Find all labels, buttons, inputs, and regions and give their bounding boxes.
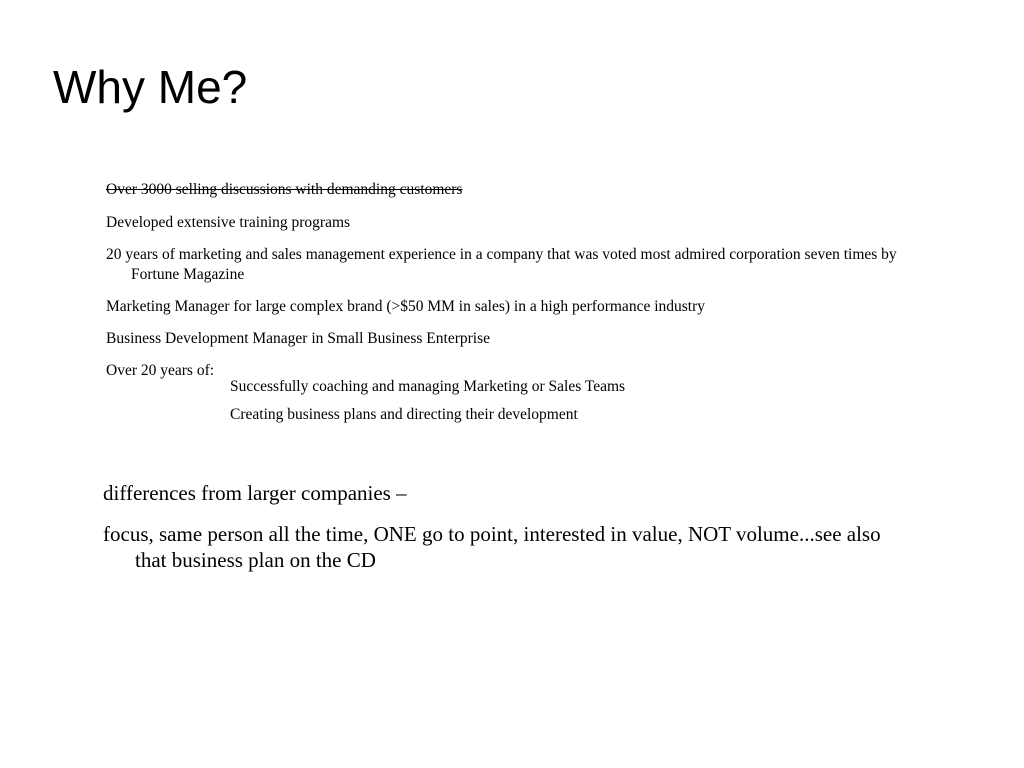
- bullet-item: Marketing Manager for large complex brand (>$50 MM in sales) in a high performance industry: [106, 298, 706, 315]
- bullet-item-with-subitems: [106, 361, 916, 425]
- slide-title: Why Me?: [53, 61, 248, 113]
- bullet-list: [106, 180, 916, 437]
- bullet-item: Business Development Manager in Small Business Enterprise: [106, 330, 490, 347]
- note-item: focus, same person all the time, ONE go to point, interested in value, NOT volume...see also that business plan on the CD: [103, 522, 881, 572]
- sub-bullet-item: Creating business plans and directing their development: [230, 406, 578, 423]
- sub-bullet-item: Successfully coaching and managing Marketing or Sales Teams: [230, 378, 626, 395]
- sub-bullet-list: [131, 377, 916, 425]
- bullet-item-label: Over 20 years of:: [106, 362, 215, 379]
- bullet-item: Developed extensive training programs: [106, 214, 351, 231]
- notes-list: [103, 480, 903, 588]
- bullet-item: Over 3000 selling discussions with demanding customers: [106, 181, 463, 198]
- note-item: differences from larger companies –: [103, 481, 407, 505]
- bullet-item: 20 years of marketing and sales management experience in a company that was voted most admired corporation seven times by Fortune Magazine: [106, 246, 897, 283]
